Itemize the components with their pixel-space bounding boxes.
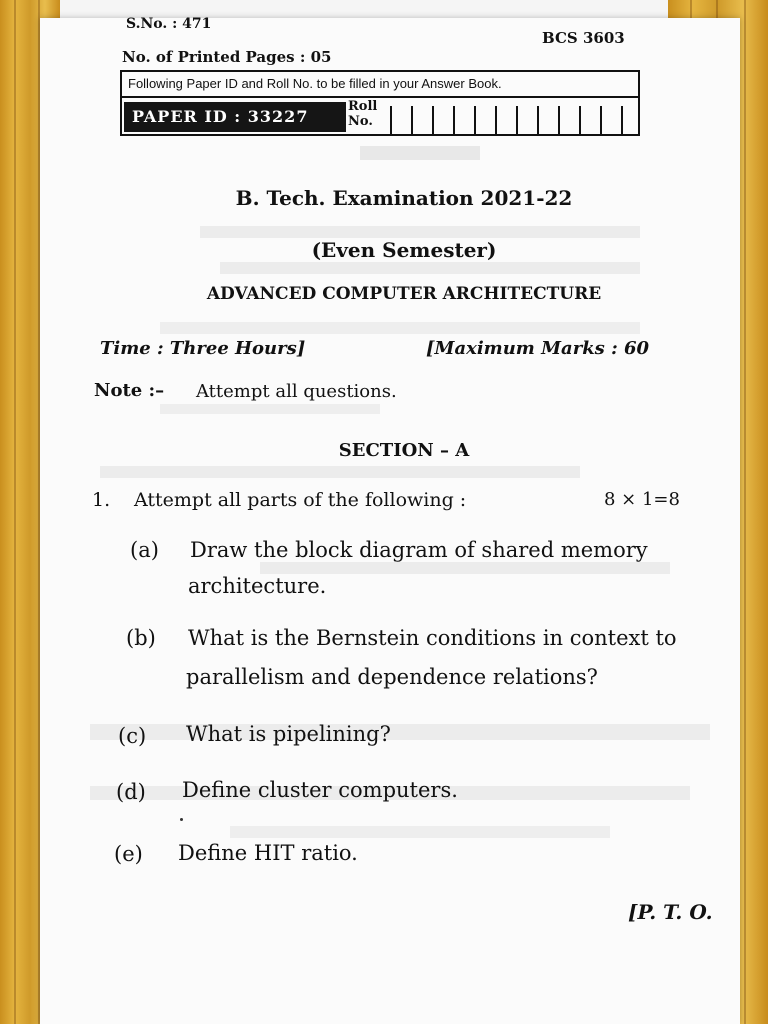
note-text: Attempt all questions. <box>196 381 397 402</box>
part-b-label: (b) <box>126 626 156 650</box>
part-a-line2: architecture. <box>188 574 327 598</box>
roll-cell <box>432 106 453 134</box>
maximum-marks: [Maximum Marks : 60 <box>426 338 650 359</box>
question-marks: 8 × 1=8 <box>604 489 680 510</box>
exam-title: B. Tech. Examination 2021-22 <box>235 186 573 210</box>
section-title: SECTION – A <box>338 440 470 461</box>
question-text: Attempt all parts of the following : <box>134 489 467 511</box>
serial-number: S.No. : 471 <box>126 16 212 32</box>
part-b-line2: parallelism and dependence relations? <box>186 665 598 689</box>
printed-pages: No. of Printed Pages : 05 <box>122 48 332 66</box>
part-d-line1: Define cluster computers. <box>182 778 458 802</box>
part-e-label: (e) <box>114 842 143 866</box>
roll-number-cells <box>390 106 642 134</box>
roll-cell <box>495 106 516 134</box>
part-a-label: (a) <box>130 538 159 562</box>
note-label: Note :– <box>94 380 165 401</box>
part-b-line1: What is the Bernstein conditions in context to <box>188 626 677 650</box>
roll-cell <box>621 106 642 134</box>
time-allowed: Time : Three Hours] <box>100 338 306 359</box>
part-e-line1: Define HIT ratio. <box>178 841 358 865</box>
roll-cell <box>474 106 495 134</box>
course-code: BCS 3603 <box>542 29 625 47</box>
roll-label <box>348 99 377 129</box>
exam-paper <box>40 18 740 1024</box>
roll-label-line1: Roll <box>348 99 378 114</box>
roll-cell <box>516 106 537 134</box>
semester: (Even Semester) <box>311 238 497 262</box>
paper-id-box <box>120 70 640 136</box>
roll-cell <box>558 106 579 134</box>
ink-dot <box>180 818 183 821</box>
please-turn-over: [P. T. O. <box>628 900 713 924</box>
id-instruction: Following Paper ID and Roll No. to be filled in your Answer Book. <box>122 72 638 98</box>
roll-label-line2: No. <box>348 114 373 129</box>
roll-cell <box>600 106 621 134</box>
roll-cell <box>579 106 600 134</box>
part-c-label: (c) <box>118 724 147 748</box>
part-d-label: (d) <box>116 780 146 804</box>
roll-cell <box>453 106 474 134</box>
roll-cell <box>411 106 432 134</box>
roll-cell <box>390 106 411 134</box>
part-c-line1: What is pipelining? <box>186 722 391 746</box>
question-number: 1. <box>92 489 111 511</box>
paper-id: PAPER ID : 33227 <box>124 102 346 132</box>
course-title: ADVANCED COMPUTER ARCHITECTURE <box>206 284 602 304</box>
roll-cell <box>537 106 558 134</box>
part-a-line1: Draw the block diagram of shared memory <box>190 538 648 562</box>
